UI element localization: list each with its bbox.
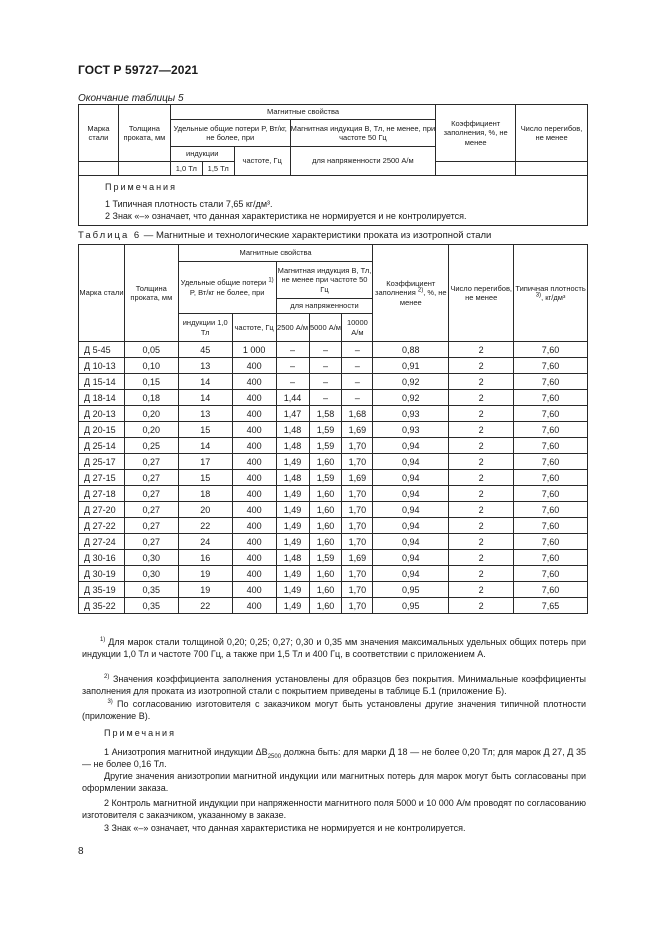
table-cell: Д 30-16 (79, 550, 125, 566)
table6-caption-text: — Магнитные и технологические характеристики проката из изотропной стали (141, 230, 492, 241)
table-cell: 1,70 (342, 598, 373, 614)
table-cell: – (342, 342, 373, 358)
table-cell: 1 000 (232, 342, 276, 358)
t5-empty (436, 162, 516, 176)
table-cell: 1,49 (276, 582, 309, 598)
table-cell: Д 35-22 (79, 598, 125, 614)
table6-caption-label: Таблица 6 (78, 230, 142, 241)
table-cell: 0,94 (373, 486, 449, 502)
t6-grade-header: Марка стали (79, 245, 125, 342)
table-cell: 0,20 (124, 422, 178, 438)
table-cell: 7,60 (514, 470, 588, 486)
table-cell: 2 (449, 486, 514, 502)
t6-note-1-extra: Другие значения анизотропии магнитной индукции или магнитных потерь для марок могут быть согласованы при оформлении заказа. (82, 771, 586, 793)
table-cell: – (342, 390, 373, 406)
t5-empty (79, 162, 119, 176)
table-cell: 0,25 (124, 438, 178, 454)
table-cell: 1,49 (276, 566, 309, 582)
table-cell: 7,60 (514, 502, 588, 518)
t6-h3-header: 10000 А/м (342, 314, 373, 342)
t6-density-b: , кг/дм³ (541, 293, 566, 302)
table-cell: Д 20-15 (79, 422, 125, 438)
footnote-3-mark: 3) (107, 699, 113, 705)
table-cell: 0,35 (124, 582, 178, 598)
t5-frequency-header: частоте, Гц (234, 147, 290, 176)
table-cell: 0,94 (373, 534, 449, 550)
table-cell: 7,60 (514, 550, 588, 566)
table-cell: 2 (449, 390, 514, 406)
table-cell: 14 (178, 390, 232, 406)
table-cell: 1,70 (342, 566, 373, 582)
t5-induction-header: Магнитная индукция B, Тл, не менее, при частоте 50 Гц (290, 120, 436, 147)
t5-notes (79, 176, 588, 226)
table-row (79, 534, 588, 550)
table-cell: 1,49 (276, 454, 309, 470)
table-cell: 14 (178, 438, 232, 454)
table6-caption (78, 230, 491, 241)
t5-note-1: 1 Типичная плотность стали 7,65 кг/дм³. (105, 199, 273, 209)
table-cell: 7,60 (514, 566, 588, 582)
table-cell: 7,65 (514, 598, 588, 614)
footnote-2-mark: 2) (103, 674, 110, 680)
table-row (79, 422, 588, 438)
table-cell: 1,70 (342, 534, 373, 550)
table-cell: 1,60 (309, 502, 342, 518)
t6-losses-a: Удельные общие потери (180, 278, 267, 287)
table-cell: 0,93 (373, 406, 449, 422)
table-cell: 2 (449, 582, 514, 598)
t6-fill-b: , %, не менее (399, 288, 447, 307)
table-cell: 0,94 (373, 470, 449, 486)
table-row (79, 518, 588, 534)
t5-induction-label: индукции (170, 147, 234, 162)
table-cell: 2 (449, 470, 514, 486)
table-cell: 2 (449, 566, 514, 582)
table-cell: 1,48 (276, 550, 309, 566)
table-cell: 0,94 (373, 518, 449, 534)
table-cell: 1,60 (309, 518, 342, 534)
table-cell: 400 (232, 374, 276, 390)
t6-density-header (514, 245, 588, 342)
footnote-1-text: Для марок стали толщиной 0,20; 0,25; 0,27; 0,30 и 0,35 мм значения максимальных удельных общих потерь при индукции 1,0 Тл и частоте 700 Гц, а также при 1,5 Тл и 400 Гц, в соответствии с приложением А. (82, 637, 586, 659)
table-cell: 0,35 (124, 598, 178, 614)
table-cell: 24 (178, 534, 232, 550)
t5-empty (516, 162, 588, 176)
table-cell: Д 15-14 (79, 374, 125, 390)
table-cell: 400 (232, 582, 276, 598)
table-cell: 0,92 (373, 390, 449, 406)
t5-field-header: для напряженности 2500 А/м (290, 147, 436, 176)
table-cell: 2 (449, 342, 514, 358)
table-cell: 1,59 (309, 438, 342, 454)
table-cell: Д 5-45 (79, 342, 125, 358)
t5-grade-header: Марка стали (79, 105, 119, 162)
table-cell: 2 (449, 422, 514, 438)
table-cell: 1,58 (309, 406, 342, 422)
table-cell: 7,60 (514, 582, 588, 598)
table-cell: 2 (449, 454, 514, 470)
t5-notes-title: Примечания (105, 182, 177, 192)
table-row (79, 406, 588, 422)
table-cell: 0,15 (124, 374, 178, 390)
table-cell: 2 (449, 598, 514, 614)
table-cell: 19 (178, 582, 232, 598)
t6-thickness-header: Толщина проката, мм (124, 245, 178, 342)
table-cell: 2 (449, 518, 514, 534)
table-row (79, 582, 588, 598)
table-cell: Д 18-14 (79, 390, 125, 406)
table-cell: 0,30 (124, 550, 178, 566)
table-row (79, 342, 588, 358)
table-cell: 1,49 (276, 598, 309, 614)
table-cell: 18 (178, 486, 232, 502)
t6-h1-header: 2500 А/м (276, 314, 309, 342)
table-cell: 2 (449, 406, 514, 422)
table-cell: 0,94 (373, 454, 449, 470)
table-cell: 1,59 (309, 470, 342, 486)
table-cell: 1,69 (342, 470, 373, 486)
t6-note-3: 3 Знак «–» означает, что данная характеристика не нормируется и не контролируется. (104, 823, 466, 833)
table-cell: – (276, 342, 309, 358)
t6-losses-header (178, 262, 276, 314)
table-cell: 1,60 (309, 534, 342, 550)
table-cell: 1,68 (342, 406, 373, 422)
table-cell: – (309, 342, 342, 358)
page-number: 8 (78, 846, 84, 857)
table-cell: 0,94 (373, 438, 449, 454)
table-cell: 1,70 (342, 486, 373, 502)
table-cell: 1,59 (309, 550, 342, 566)
table-cell: Д 27-15 (79, 470, 125, 486)
table-cell: 7,60 (514, 390, 588, 406)
table-cell: 1,60 (309, 454, 342, 470)
table-cell: 1,70 (342, 518, 373, 534)
table-cell: 1,48 (276, 422, 309, 438)
table-cell: 13 (178, 358, 232, 374)
table-cell: 13 (178, 406, 232, 422)
table-cell: 0,94 (373, 550, 449, 566)
table-cell: Д 10-13 (79, 358, 125, 374)
footnote-1 (82, 636, 586, 660)
table-cell: 1,69 (342, 422, 373, 438)
table-cell: 2 (449, 502, 514, 518)
footnote-3 (82, 698, 586, 722)
table-row (79, 438, 588, 454)
t5-magnetic-header: Магнитные свойства (170, 105, 435, 120)
t6-h2-header: 5000 А/м (309, 314, 342, 342)
table6 (78, 244, 588, 614)
table-cell: 7,60 (514, 454, 588, 470)
table-cell: 1,60 (309, 582, 342, 598)
table-row (79, 390, 588, 406)
table-cell: 0,27 (124, 502, 178, 518)
t6-note-1-a: 1 Анизотропия магнитной индукции ΔB (104, 747, 268, 757)
t5-thickness-header: Толщина проката, мм (118, 105, 170, 162)
table-cell: Д 27-18 (79, 486, 125, 502)
t6-losses-footnote-mark: 1) (268, 277, 274, 284)
t6-for-field-header: для напряженности (276, 299, 373, 314)
table-cell: 400 (232, 470, 276, 486)
table-row (79, 502, 588, 518)
table-cell: 1,49 (276, 518, 309, 534)
table-cell: 20 (178, 502, 232, 518)
table-cell: 0,27 (124, 470, 178, 486)
table-cell: 1,60 (309, 486, 342, 502)
footnote-2 (82, 673, 586, 697)
table-cell: – (276, 358, 309, 374)
table-cell: 0,27 (124, 534, 178, 550)
table-cell: 400 (232, 502, 276, 518)
table-cell: 7,60 (514, 422, 588, 438)
t6-note-1-b: должна быть: для марки Д 18 — не более 0,20 Тл; для марок Д 27, Д 35 — не более 0,16 Тл. (82, 747, 587, 769)
table-cell: – (309, 374, 342, 390)
footnote-3-text: По согласованию изготовителя с заказчиком могут быть установлены другие значения типичной плотности (приложение В). (82, 699, 586, 721)
table-cell: 14 (178, 374, 232, 390)
table-cell: 400 (232, 390, 276, 406)
table-cell: – (309, 358, 342, 374)
t5-losses-header: Удельные общие потери P, Вт/кг, не более, при (170, 120, 290, 147)
t6-fill-footnote-mark: 2) (417, 287, 424, 294)
table-cell: 22 (178, 598, 232, 614)
table-cell: 2 (449, 438, 514, 454)
table-cell: 400 (232, 422, 276, 438)
t5-ind2: 1,5 Тл (202, 162, 234, 176)
table-cell: 19 (178, 566, 232, 582)
table5-continuation-label: Окончание таблицы 5 (78, 93, 184, 104)
t6-induction-header: Магнитная индукция B, Тл, не менее при частоте 50 Гц (276, 262, 373, 299)
table-cell: 7,60 (514, 438, 588, 454)
table-cell: 1,49 (276, 502, 309, 518)
table-cell: 0,92 (373, 374, 449, 390)
table-cell: 400 (232, 406, 276, 422)
table-cell: 0,95 (373, 582, 449, 598)
table-cell: 400 (232, 454, 276, 470)
table-cell: – (342, 358, 373, 374)
table-row (79, 470, 588, 486)
t6-bends-header: Число перегибов, не менее (449, 245, 514, 342)
table5 (78, 104, 588, 226)
table-cell: 0,05 (124, 342, 178, 358)
table-cell: 1,48 (276, 438, 309, 454)
t5-ind1: 1,0 Тл (170, 162, 202, 176)
table-row (79, 566, 588, 582)
table-row (79, 454, 588, 470)
table-cell: 0,20 (124, 406, 178, 422)
t6-freq-header: частоте, Гц (232, 314, 276, 342)
table-cell: 7,60 (514, 534, 588, 550)
t5-fill-header: Коэффициент заполнения, %, не менее (436, 105, 516, 162)
table-cell: 1,60 (309, 566, 342, 582)
table-cell: 15 (178, 470, 232, 486)
table-cell: 7,60 (514, 486, 588, 502)
table-cell: 45 (178, 342, 232, 358)
table-cell: 2 (449, 358, 514, 374)
table-cell: 7,60 (514, 406, 588, 422)
footnote-2-text: Значения коэффициента заполнения установлены для образцов без покрытия. Минимальные коэффициенты заполнения для проката из изотропной стали с покрытием приведены в таблице Б.1 (приложение Б). (82, 674, 586, 696)
t6-density-a: Типичная плотность (515, 283, 586, 293)
t6-losses-b: P, Вт/кг не более, при (189, 287, 265, 297)
table-row (79, 486, 588, 502)
table-row (79, 598, 588, 614)
table-cell: Д 27-20 (79, 502, 125, 518)
table-cell: Д 35-19 (79, 582, 125, 598)
table-cell: 2 (449, 550, 514, 566)
t6-note-2: 2 Контроль магнитной индукции при напряженности магнитного поля 5000 и 10 000 А/м проводят по согласованию изготовителя с заказчиком, указанному в заказе. (82, 798, 586, 820)
table-cell: 1,49 (276, 534, 309, 550)
table-cell: 0,27 (124, 518, 178, 534)
document-header: ГОСТ Р 59727—2021 (78, 63, 199, 77)
table-row (79, 374, 588, 390)
table-cell: 1,59 (309, 422, 342, 438)
table-cell: Д 25-17 (79, 454, 125, 470)
table-cell: 1,44 (276, 390, 309, 406)
table-cell: 7,60 (514, 342, 588, 358)
table-cell: 0,94 (373, 502, 449, 518)
table-cell: 0,95 (373, 598, 449, 614)
table-cell: 2 (449, 374, 514, 390)
table-cell: Д 25-14 (79, 438, 125, 454)
table-cell: Д 20-13 (79, 406, 125, 422)
table-cell: 17 (178, 454, 232, 470)
table-cell: 0,91 (373, 358, 449, 374)
table-cell: 7,60 (514, 518, 588, 534)
t6-density-footnote-mark: 3) (535, 292, 542, 299)
table-cell: 15 (178, 422, 232, 438)
table-row (79, 550, 588, 566)
table-cell: 1,70 (342, 438, 373, 454)
table-cell: – (309, 390, 342, 406)
table-cell: 22 (178, 518, 232, 534)
table-cell: 0,27 (124, 454, 178, 470)
t5-empty (118, 162, 170, 176)
table-cell: 400 (232, 566, 276, 582)
t6-fill-a: Коэффициент заполнения (375, 278, 436, 298)
t6-notes-title: Примечания (104, 728, 176, 738)
table-cell: 1,48 (276, 470, 309, 486)
table-cell: – (342, 374, 373, 390)
table-cell: 0,10 (124, 358, 178, 374)
table-cell: 0,27 (124, 486, 178, 502)
table-cell: 400 (232, 358, 276, 374)
t6-ind-at-header: индукции 1,0 Тл (178, 314, 232, 342)
table-cell: 0,30 (124, 566, 178, 582)
table-cell: 0,93 (373, 422, 449, 438)
t5-note-2: 2 Знак «–» означает, что данная характеристика не нормируется и не контролируется. (105, 211, 467, 221)
t6-magnetic-header: Магнитные свойства (178, 245, 373, 262)
table-cell: 1,70 (342, 582, 373, 598)
table-cell: 400 (232, 486, 276, 502)
table-cell: 1,69 (342, 550, 373, 566)
table-cell: 1,49 (276, 486, 309, 502)
table-cell: 0,18 (124, 390, 178, 406)
table-cell: Д 27-24 (79, 534, 125, 550)
table-cell: 0,88 (373, 342, 449, 358)
table-cell: 400 (232, 518, 276, 534)
table-cell: 16 (178, 550, 232, 566)
t6-note-1-sub: 2500 (267, 753, 282, 760)
table-cell: 7,60 (514, 358, 588, 374)
table-cell: 1,60 (309, 598, 342, 614)
table-cell: – (276, 374, 309, 390)
table-cell: 1,70 (342, 454, 373, 470)
table-cell: Д 27-22 (79, 518, 125, 534)
table-cell: 2 (449, 534, 514, 550)
table-cell: 7,60 (514, 374, 588, 390)
t6-note-1 (82, 746, 586, 770)
table-cell: 1,70 (342, 502, 373, 518)
footnote-1-mark: 1) (99, 637, 106, 643)
t6-fill-header (373, 245, 449, 342)
table-cell: 400 (232, 598, 276, 614)
table-row (79, 358, 588, 374)
table-cell: 400 (232, 438, 276, 454)
table-cell: 400 (232, 550, 276, 566)
table-cell: 400 (232, 534, 276, 550)
table-cell: Д 30-19 (79, 566, 125, 582)
t5-bends-header: Число перегибов, не менее (516, 105, 588, 162)
table-cell: 1,47 (276, 406, 309, 422)
table-cell: 0,94 (373, 566, 449, 582)
